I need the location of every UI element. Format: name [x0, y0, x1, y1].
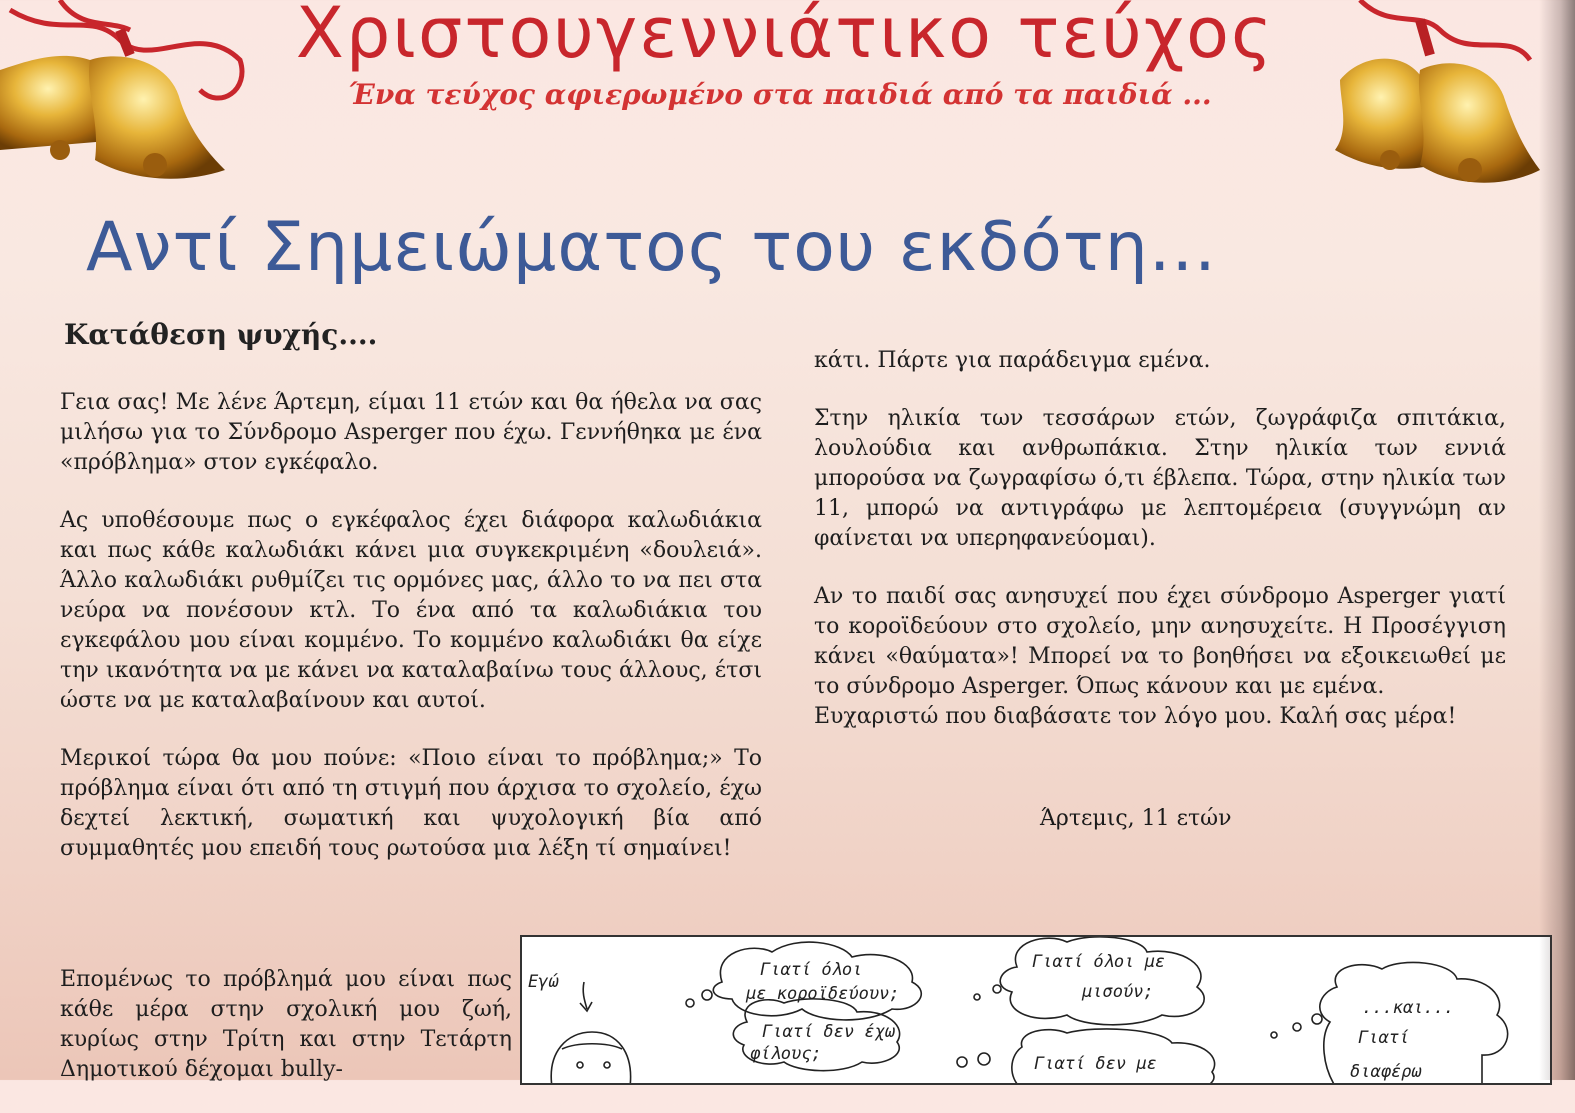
comic-bubble-text: Γιατί: [1358, 1028, 1410, 1048]
thought-bubble: [1000, 937, 1204, 1025]
comic-bubble-text: διαφέρω: [1350, 1062, 1422, 1082]
christmas-bells-left-icon: [0, 0, 260, 200]
paragraph: Επομένως το πρόβλημά μου είναι πως κάθε μέρα στην σχολική μου ζωή, κυρίως στην Τρίτη και στην Τετάρτη Δημοτικού δέχομαι bully-: [60, 967, 512, 1082]
comic-label-me: Εγώ: [528, 972, 559, 992]
paragraph: Ευχαριστώ που διαβάσατε τον λόγο μου. Καλή σας μέρα!: [814, 704, 1457, 729]
comic-bubble-text: Γιατί όλοι με: [1032, 952, 1166, 972]
comic-bubble-text: με κοροϊδεύουν;: [746, 984, 900, 1004]
paragraph: κάτι. Πάρτε για παράδειγμα εμένα.: [814, 348, 1211, 373]
right-column: [814, 346, 1506, 760]
masthead-subtitle: Ένα τεύχος αφιερωμένο στα παιδιά από τα παιδιά ...: [348, 78, 1212, 111]
left-column-continued: [60, 965, 512, 1113]
article-headline: Αντί Σημειώματος του εκδότη...: [86, 208, 1217, 287]
paragraph: Αν το παιδί σας ανησυχεί που έχει σύνδρομο Asperger γιατί το κοροϊδεύουν στο σχολείο, μην ανησυχείτε. Η Προσέγγιση κάνει «θαύματα»! Μπορεί να το βοηθήσει να εξοικειωθεί με το σύνδρομο Asperger. Όπως κάνουν και με εμένα.: [814, 584, 1506, 699]
article-subhead: Κατάθεση ψυχής....: [64, 318, 378, 351]
paragraph: Μερικοί τώρα θα μου πούνε: «Ποιο είναι το πρόβλημα;» Το πρόβλημα είναι ότι από τη στιγμή που άρχισα το σχολείο, έχω δεχτεί λεκτική, σωματική και ψυχολογική βία από συμμαθητές μου επειδή τους ρωτούσα μια λέξη τί σημαίνει!: [60, 746, 762, 861]
comic-bubble-text: μισούν;: [1082, 982, 1154, 1002]
masthead-title: Χριστουγεννιάτικο τεύχος: [295, 0, 1275, 74]
paragraph: Στην ηλικία των τεσσάρων ετών, ζωγράφιζα σπιτάκια, λουλούδια και ανθρωπάκια. Στην ηλικία των εννιά μπορούσα να ζωγραφίσω ό,τι έβλεπα. Τώρα, στην ηλικία των 11, μπορώ να αντιγράφω με λεπτομέρεια (συγγνώμη αν φαίνεται να υπερηφανεύομαι).: [814, 406, 1506, 551]
author-signature: Άρτεμις, 11 ετών: [1040, 806, 1232, 831]
comic-bubble-text: Γιατί δεν με: [1034, 1054, 1157, 1074]
comic-drawing: [520, 935, 1552, 1085]
paragraph: Ας υποθέσουμε πως ο εγκέφαλος έχει διάφορα καλωδιάκια και πως κάθε καλωδιάκι κάνει μια συγκεκριμένη «δουλειά». Άλλο καλωδιάκι ρυθμίζει τις ορμόνες μας, άλλο το να πει στα νεύρα να πονέσουν κτλ. Το ένα από τα καλωδιάκια του εγκεφάλου μου είναι κομμένο. Το κομμένο καλωδιάκι θα είχε την ικανότητα να με κάνει να καταλαβαίνω τους άλλους, έτσι ώστε να με καταλαβαίνουν και αυτοί.: [60, 508, 762, 713]
comic-bubble-text: Γιατί όλοι: [760, 960, 863, 980]
paragraph: Γεια σας! Με λένε Άρτεμη, είμαι 11 ετών και θα ήθελα να σας μιλήσω για το Σύνδρομο Asperger που έχω. Γεννήθηκα με ένα «πρόβλημα» στον εγκέφαλο.: [60, 390, 762, 475]
thought-bubble: [713, 942, 921, 1020]
comic-bubble-text: Γιατί δεν έχω: [762, 1022, 896, 1042]
page-binding-shadow: [1539, 0, 1575, 1080]
christmas-bells-right-icon: [1330, 0, 1545, 200]
comic-bubble-text: φίλους;: [750, 1044, 822, 1064]
comic-sketch: [522, 937, 1552, 1085]
left-column: [60, 388, 762, 892]
comic-bubble-text: ...και...: [1362, 998, 1455, 1018]
